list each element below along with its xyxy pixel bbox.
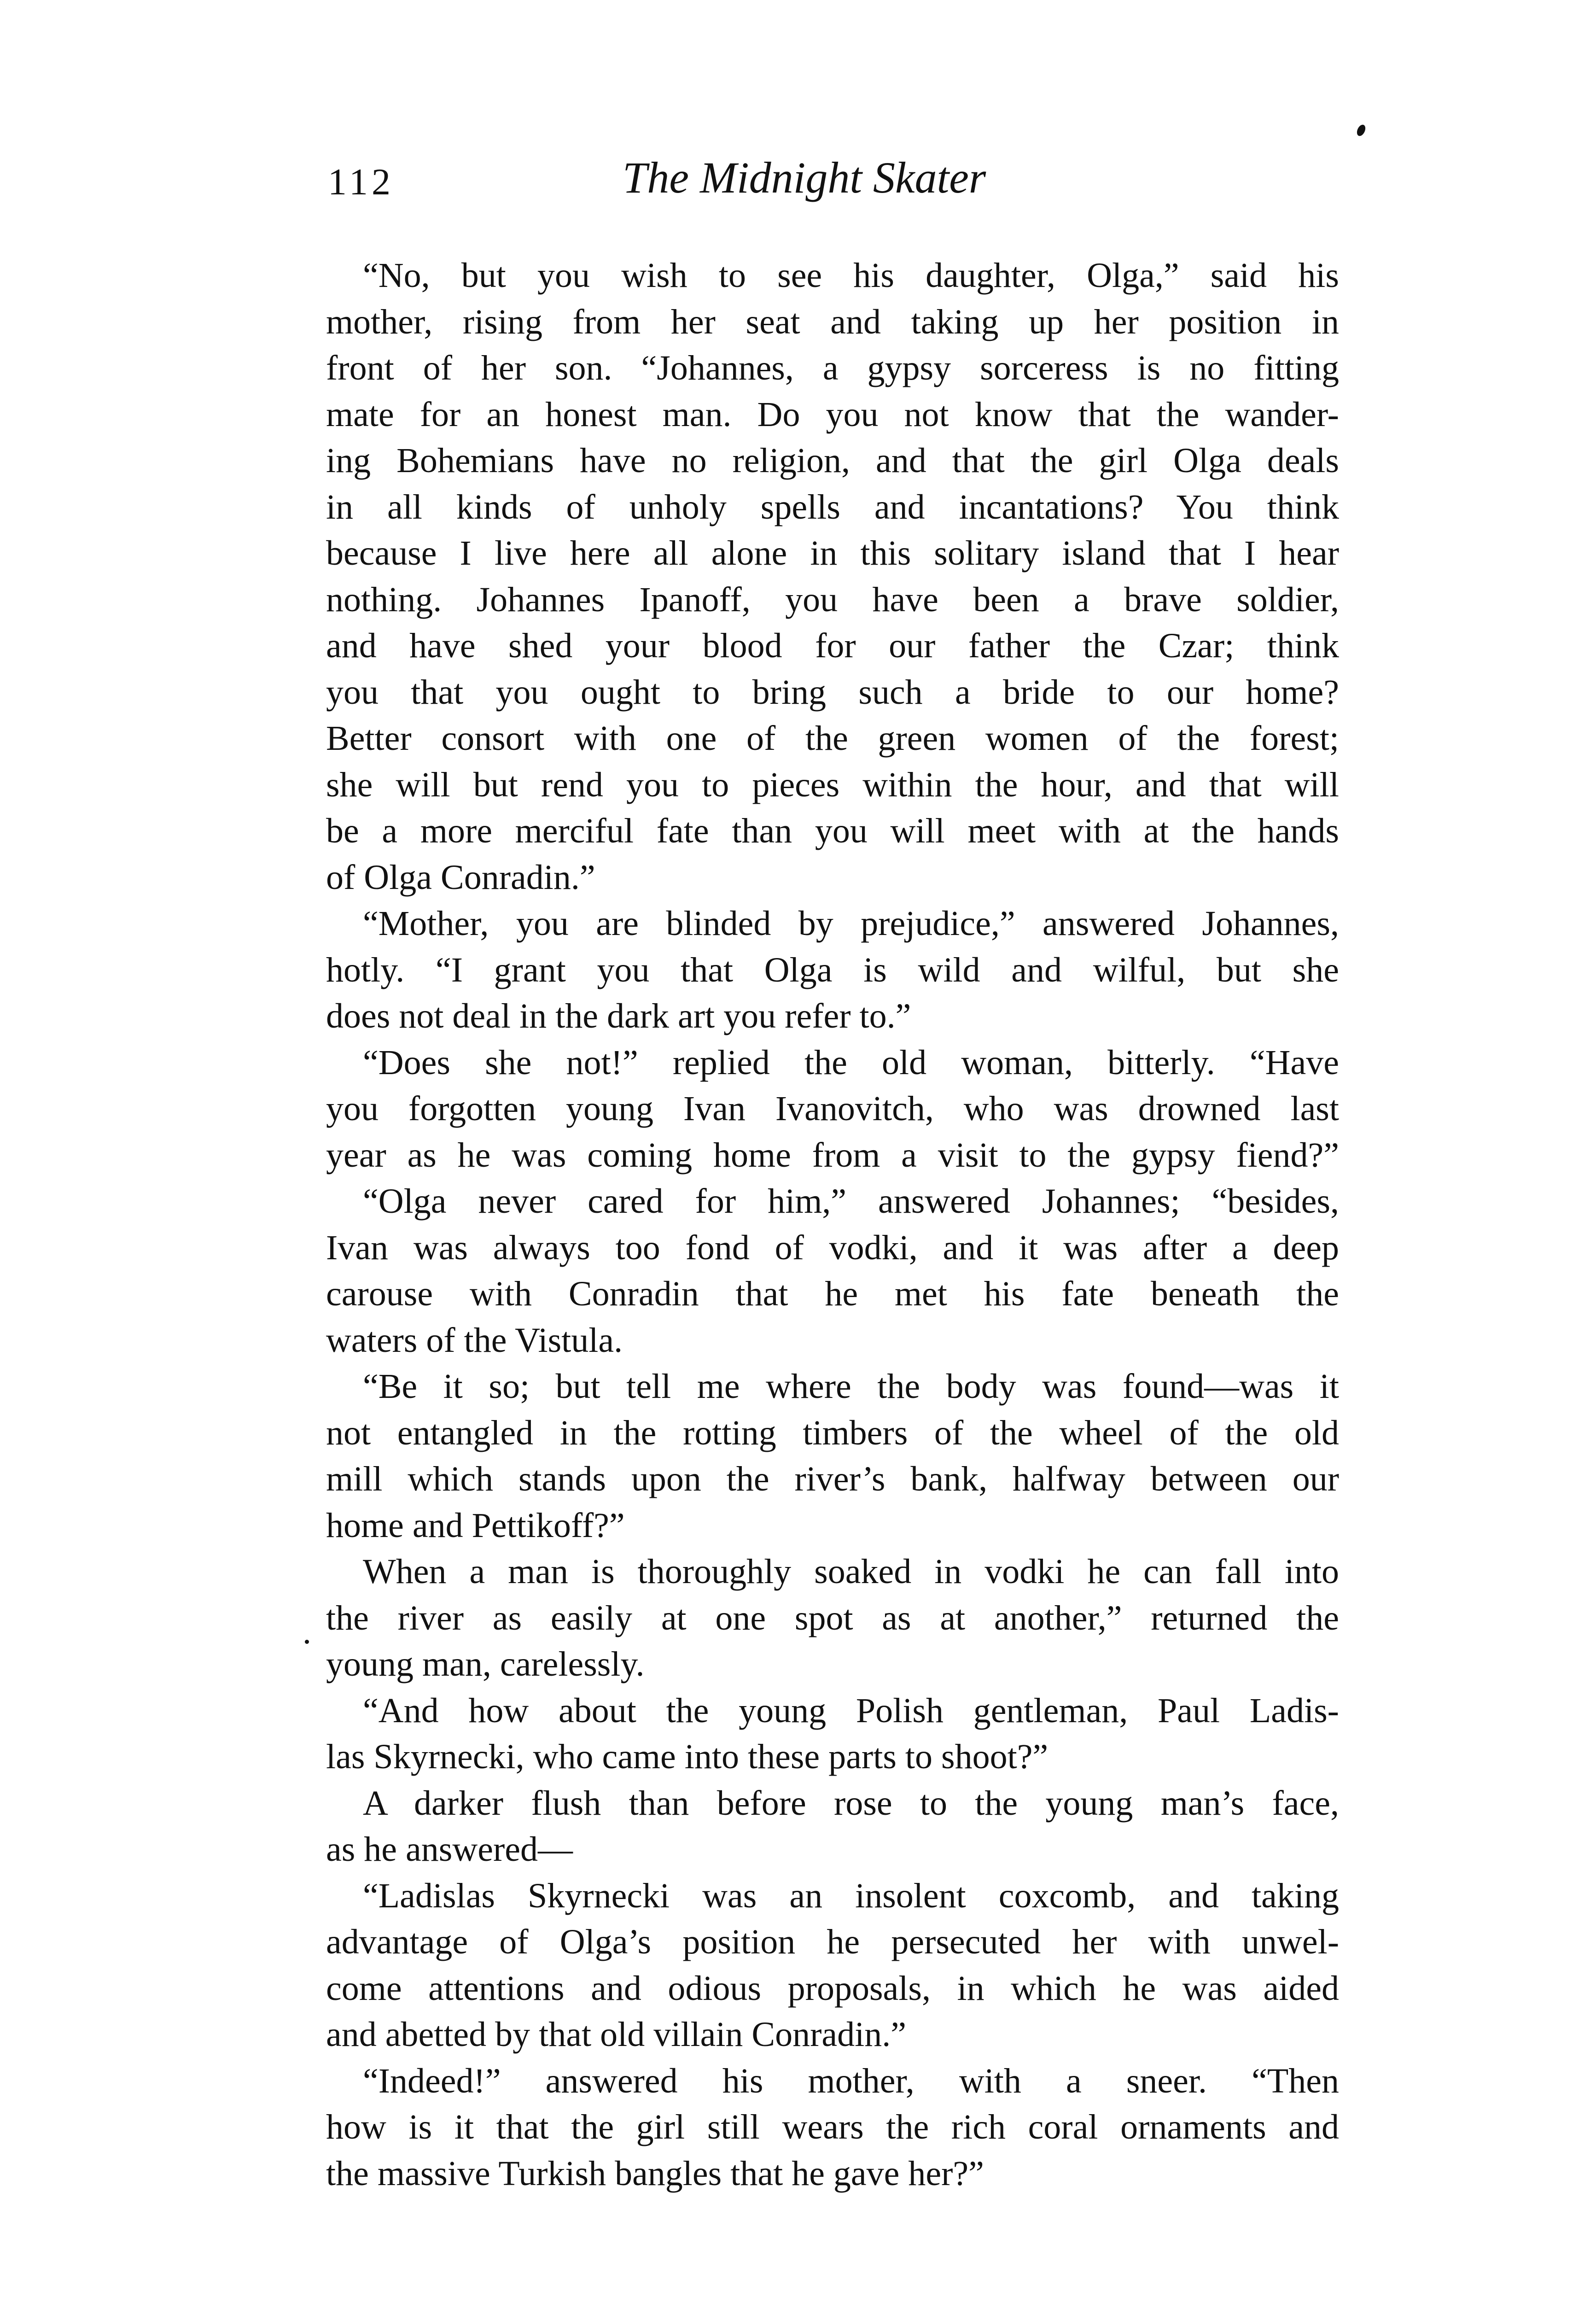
text-line: Better consort with one of the green women of the forest; xyxy=(326,719,1339,758)
text-line: mother, rising from her seat and taking up her position in xyxy=(326,302,1339,341)
page-number: 112 xyxy=(328,161,394,203)
text-line: the massive Turkish bangles that he gave her?” xyxy=(326,2154,984,2193)
text-line: you that you ought to bring such a bride to our home? xyxy=(326,672,1339,712)
text-line: year as he was coming home from a visit to the gypsy fiend?” xyxy=(326,1135,1339,1175)
text-line: “Indeed!” answered his mother, with a sneer. “Then xyxy=(363,2061,1339,2100)
text-line: because I live here all alone in this solitary island that I hear xyxy=(326,534,1339,573)
text-line: “Ladislas Skyrnecki was an insolent coxcomb, and taking xyxy=(363,1876,1339,1915)
text-line: does not deal in the dark art you refer to.” xyxy=(326,997,911,1035)
text-line: and have shed your blood for our father the Czar; think xyxy=(326,626,1339,665)
ink-speck xyxy=(305,1640,309,1644)
text-line: in all kinds of unholy spells and incantations? You think xyxy=(326,487,1339,526)
text-line: she will but rend you to pieces within the hour, and that will xyxy=(326,765,1339,804)
text-line: hotly. “I grant you that Olga is wild and wilful, but she xyxy=(326,950,1339,989)
text-line: home and Pettikoff?” xyxy=(326,1506,625,1545)
text-line: mill which stands upon the river’s bank, halfway between our xyxy=(326,1460,1339,1498)
text-line: not entangled in the rotting timbers of the wheel of the old xyxy=(326,1413,1339,1452)
text-line: A darker flush than before rose to the young man’s face, xyxy=(363,1783,1339,1823)
text-line: carouse with Conradin that he met his fate beneath the xyxy=(326,1274,1339,1313)
text-line: advantage of Olga’s position he persecuted her with unwel- xyxy=(326,1923,1339,1961)
text-line: of Olga Conradin.” xyxy=(326,858,595,897)
text-line: come attentions and odious proposals, in which he was aided xyxy=(326,1969,1339,2008)
text-line: as he answered— xyxy=(326,1830,573,1869)
text-line: front of her son. “Johannes, a gypsy sorceress is no fitting xyxy=(326,349,1339,387)
text-line: “Mother, you are blinded by prejudice,” answered Johannes, xyxy=(363,904,1339,943)
text-line: you forgotten young Ivan Ivanovitch, who was drowned last xyxy=(326,1089,1339,1128)
body-text xyxy=(326,252,1339,2197)
text-line: “Be it so; but tell me where the body was found—was it xyxy=(363,1367,1339,1406)
ink-speck xyxy=(1355,123,1367,137)
text-line: “And how about the young Polish gentleman, Paul Ladis- xyxy=(363,1691,1339,1730)
text-line: “Does she not!” replied the old woman, bitterly. “Have xyxy=(363,1043,1339,1082)
text-line: “Olga never cared for him,” answered Johannes; “besides, xyxy=(363,1182,1339,1221)
text-line: the river as easily at one spot as at another,” returned the xyxy=(326,1598,1339,1637)
running-head xyxy=(328,152,1051,216)
text-line: When a man is thoroughly soaked in vodki he can fall into xyxy=(363,1552,1339,1591)
text-line: “No, but you wish to see his daughter, Olga,” said his xyxy=(363,256,1339,295)
text-line: how is it that the girl still wears the rich coral ornaments and xyxy=(326,2108,1339,2146)
text-line: las Skyrnecki, who came into these parts to shoot?” xyxy=(326,1737,1048,1776)
text-line: be a more merciful fate than you will meet with at the hands xyxy=(326,812,1339,850)
book-title: The Midnight Skater xyxy=(623,153,986,202)
text-line: mate for an honest man. Do you not know that the wander- xyxy=(326,395,1339,434)
text-line: waters of the Vistula. xyxy=(326,1321,623,1360)
text-line: young man, carelessly. xyxy=(326,1645,645,1683)
text-line: nothing. Johannes Ipanoff, you have been a brave soldier, xyxy=(326,580,1339,619)
text-line: ing Bohemians have no religion, and that the girl Olga deals xyxy=(326,441,1339,480)
text-line: Ivan was always too fond of vodki, and it was after a deep xyxy=(326,1228,1339,1267)
text-line: and abetted by that old villain Conradin.” xyxy=(326,2015,907,2054)
